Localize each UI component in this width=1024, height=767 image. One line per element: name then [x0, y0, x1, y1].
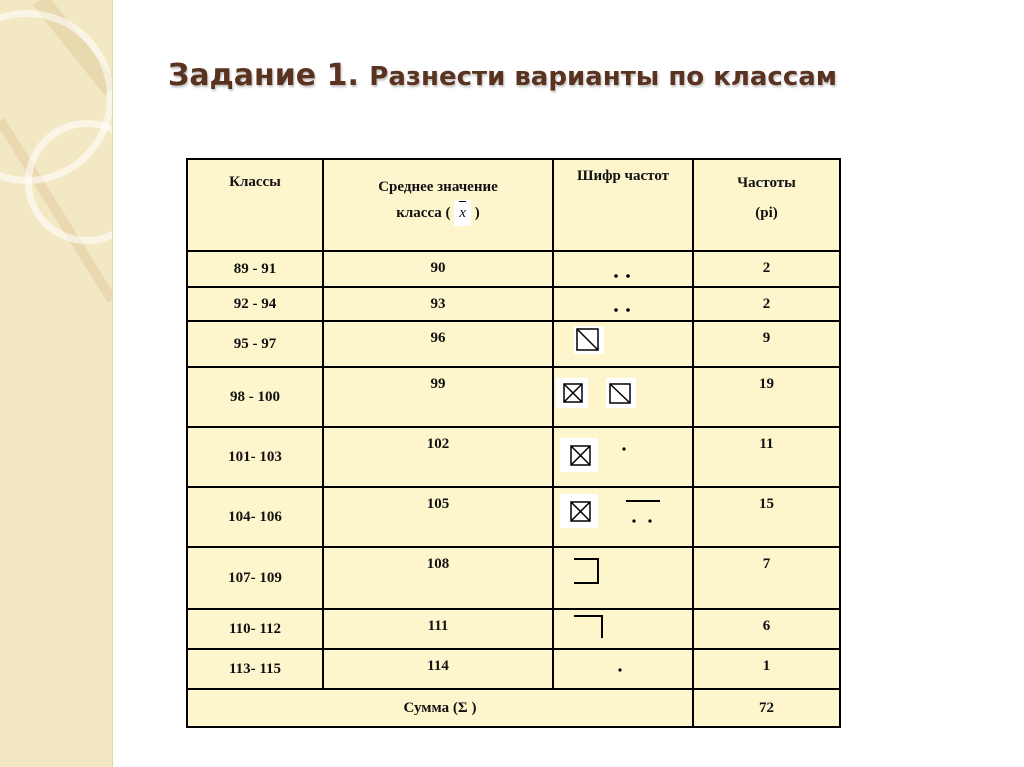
- cipher-cell: [553, 547, 693, 609]
- header-mean-after: ): [474, 205, 480, 221]
- table-row: [187, 547, 840, 609]
- class-cell: 98 - 100: [187, 367, 323, 427]
- table-header-row: [187, 159, 840, 251]
- header-classes: Классы: [187, 159, 323, 251]
- mean-cell: 114: [323, 649, 553, 689]
- class-cell: 113- 115: [187, 649, 323, 689]
- header-frequency-line2: (pi): [755, 205, 778, 221]
- frequency-cell: 6: [693, 609, 840, 649]
- mean-cell: 102: [323, 427, 553, 487]
- table-sum-row: [187, 689, 840, 727]
- class-cell: 110- 112: [187, 609, 323, 649]
- table-row: [187, 649, 840, 689]
- box-cross-icon: [556, 378, 656, 408]
- cipher-cell: [553, 487, 693, 547]
- two-dots-icon: [604, 296, 644, 316]
- mean-cell: 105: [323, 487, 553, 547]
- class-cell: 107- 109: [187, 547, 323, 609]
- title-main: Задание 1.: [168, 58, 359, 93]
- box-cross-line-icon: [560, 494, 670, 532]
- mean-cell: 99: [323, 367, 553, 427]
- mean-cell: 90: [323, 251, 553, 287]
- frequency-cell: 9: [693, 321, 840, 367]
- class-cell: 95 - 97: [187, 321, 323, 367]
- frequency-cell: 15: [693, 487, 840, 547]
- mean-cell: 93: [323, 287, 553, 321]
- cipher-cell: [553, 427, 693, 487]
- mean-cell: 96: [323, 321, 553, 367]
- sum-label: Сумма (Σ ): [187, 689, 693, 727]
- header-frequency: [693, 159, 840, 251]
- frequency-cell: 2: [693, 251, 840, 287]
- x-bar-symbol: x: [454, 200, 471, 226]
- bracket-top-right-icon: [572, 612, 612, 644]
- cipher-cell: [553, 321, 693, 367]
- cipher-cell: [553, 649, 693, 689]
- two-dots-icon: [604, 262, 644, 282]
- cipher-cell: [553, 367, 693, 427]
- class-cell: 89 - 91: [187, 251, 323, 287]
- cipher-cell: [553, 251, 693, 287]
- slide-title: [168, 58, 837, 93]
- class-cell: 104- 106: [187, 487, 323, 547]
- table-row: [187, 321, 840, 367]
- class-cell: 101- 103: [187, 427, 323, 487]
- box-diagonal-icon: [574, 326, 604, 356]
- mean-cell: 108: [323, 547, 553, 609]
- frequency-cell: 7: [693, 547, 840, 609]
- box-cross-icon: [560, 438, 650, 472]
- table-row: [187, 609, 840, 649]
- mean-cell: 111: [323, 609, 553, 649]
- table-row: [187, 487, 840, 547]
- frequency-table: [186, 158, 841, 728]
- cipher-cell: [553, 609, 693, 649]
- header-mean-line2: [324, 200, 552, 226]
- cipher-cell: [553, 287, 693, 321]
- header-cipher: Шифр частот: [553, 159, 693, 251]
- class-cell: 92 - 94: [187, 287, 323, 321]
- table-row: [187, 367, 840, 427]
- table-row: [187, 287, 840, 321]
- bracket-right-bottom-icon: [570, 556, 610, 588]
- frequency-cell: 19: [693, 367, 840, 427]
- header-frequency-line1: Частоты: [737, 175, 796, 191]
- frequency-cell: 2: [693, 287, 840, 321]
- table-row: [187, 427, 840, 487]
- frequency-cell: 1: [693, 649, 840, 689]
- header-mean-line1: Среднее значение: [378, 179, 498, 195]
- sum-value: 72: [693, 689, 840, 727]
- decorative-sidebar: [0, 0, 113, 767]
- header-mean: [323, 159, 553, 251]
- header-mean-before: класса (: [396, 205, 451, 221]
- frequency-cell: 11: [693, 427, 840, 487]
- table-row: [187, 251, 840, 287]
- dot-icon: [614, 660, 634, 680]
- title-rest: Разнести варианты по классам: [369, 62, 838, 92]
